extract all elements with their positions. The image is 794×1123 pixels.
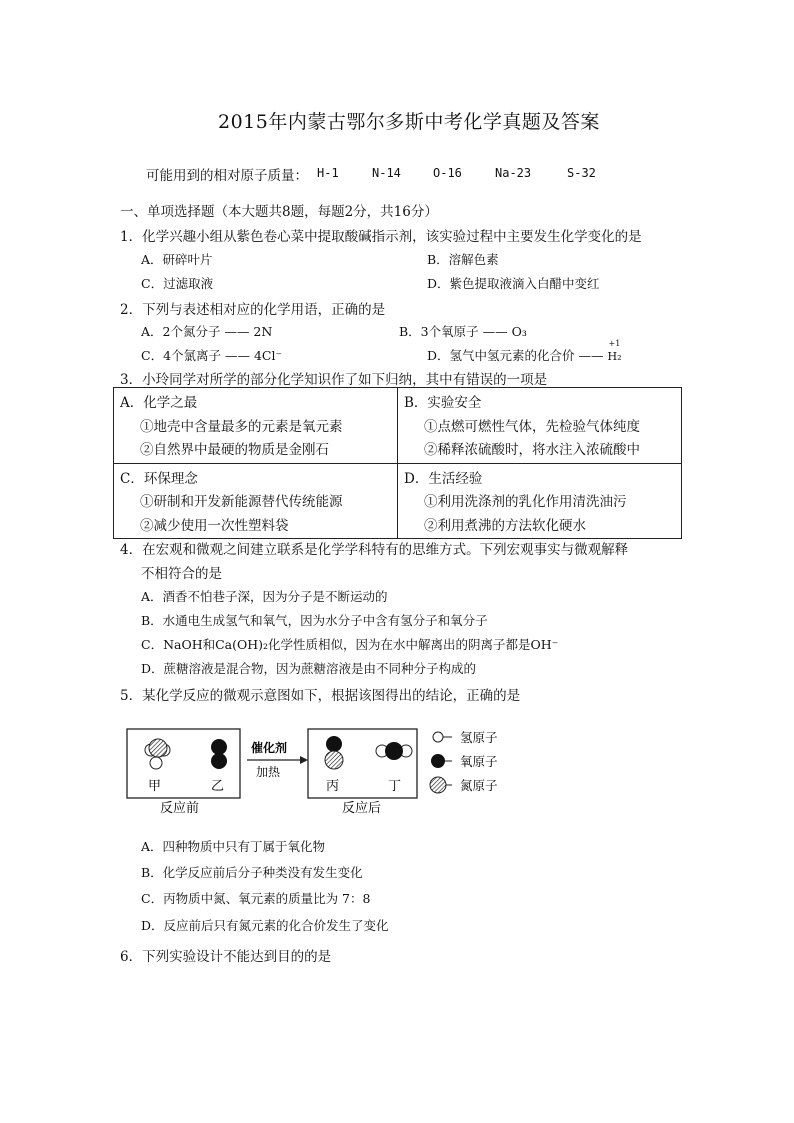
q5-option-c: C．丙物质中氮、氧元素的质量比为 7：8 (141, 891, 371, 906)
atomic-mass-label: 可能用到的相对原子质量： (146, 168, 308, 184)
q4-stem-line2: 不相符合的是 (141, 566, 222, 582)
q4-option-d: D．蔗糖溶液是混合物，因为蔗糖溶液是由不同种分子构成的 (141, 661, 477, 676)
q3-cell-b-head: B．实验安全 (404, 395, 482, 411)
q3-cell-a-line1: ①地壳中含量最多的元素是氧元素 (140, 418, 343, 435)
legend-n-label: 氮原子 (460, 778, 498, 793)
jia-n-atom (149, 739, 167, 757)
atomic-mass-o: O-16 (433, 166, 462, 180)
q4-stem-line1: 4．在宏观和微观之间建立联系是化学学科特有的思维方式。下列宏观事实与微观解释 (120, 542, 629, 558)
legend-o-label: 氧原子 (460, 754, 498, 769)
legend-h-label: 氢原子 (460, 730, 498, 745)
atomic-mass-h: H-1 (317, 166, 339, 180)
bing-o-atom (326, 736, 342, 752)
q3-cell-b (398, 388, 682, 464)
label-ding: 丁 (388, 779, 402, 794)
atomic-mass-na: Na-23 (495, 166, 532, 180)
q3-cell-a-line2: ②自然界中最硬的物质是金刚石 (140, 442, 329, 458)
label-yi: 乙 (211, 779, 225, 794)
q2-option-d-text: D．氢气中氢元素的化合价 —— (427, 348, 608, 363)
q3-cell-d-line1: ①利用洗涤剂的乳化作用清洗油污 (424, 494, 627, 510)
label-after: 反应后 (342, 801, 382, 816)
q5-stem: 5．某化学反应的微观示意图如下，根据该图得出的结论，正确的是 (120, 688, 521, 704)
label-heat: 加热 (256, 765, 281, 779)
q3-cell-c (114, 463, 398, 539)
q3-cell-d-line2: ②利用煮沸的方法软化硬水 (424, 517, 586, 534)
q3-cell-a (114, 388, 398, 464)
label-jia: 甲 (148, 779, 162, 794)
reaction-diagram (120, 720, 520, 830)
label-before: 反应前 (160, 801, 200, 816)
atomic-mass-s: S-32 (567, 166, 596, 180)
bing-n-atom (325, 751, 343, 769)
q3-cell-b-line2: ②稀释浓硫酸时，将水注入浓硫酸中 (424, 442, 640, 458)
yi-o-atom-1 (211, 739, 227, 755)
q3-stem: 3．小玲同学对所学的部分化学知识作了如下归纳，其中有错误的一项是 (120, 372, 548, 388)
q2-option-a: A．2个氮分子 —— 2N (141, 324, 273, 339)
q2-option-b: B．3个氧原子 —— O₃ (399, 324, 527, 339)
q1-option-b: B．溶解色素 (427, 252, 499, 267)
q2-option-c: C．4个氯离子 —— 4Cl⁻ (141, 348, 283, 363)
q3-cell-c-line2: ②减少使用一次性塑料袋 (140, 517, 289, 534)
q2-option-d-charge: +1 (608, 339, 621, 348)
q6-stem: 6．下列实验设计不能达到目的的是 (120, 949, 332, 965)
q1-stem: 1．化学兴趣小组从紫色卷心菜中提取酸碱指示剂，该实验过程中主要发生化学变化的是 (120, 229, 642, 245)
q2-stem: 2．下列与表述相对应的化学用语，正确的是 (120, 302, 386, 318)
q5-option-d: D．反应前后只有氮元素的化合价发生了变化 (141, 918, 389, 933)
legend-o-symbol (431, 754, 445, 768)
atomic-mass-n: N-14 (372, 166, 401, 180)
q3-table (113, 387, 682, 539)
q2-option-d-formula: H₂ (607, 350, 622, 363)
q3-cell-b-line1: ①点燃可燃性气体，先检验气体纯度 (424, 418, 640, 435)
label-bing: 丙 (326, 779, 340, 794)
q5-option-a: A．四种物质中只有丁属于氧化物 (141, 839, 326, 854)
ding-o-atom (385, 742, 403, 760)
reaction-arrow-head (300, 756, 308, 764)
jia-h-atom-3 (150, 757, 162, 769)
label-catalyst: 催化剂 (251, 741, 288, 755)
q3-cell-d (398, 463, 682, 539)
legend-n-symbol (430, 777, 446, 793)
q1-option-c: C．过滤取液 (141, 276, 214, 291)
section-header: 一、单项选择题（本大题共8题，每题2分，共16分） (120, 204, 438, 220)
q3-cell-c-line1: ①研制和开发新能源替代传统能源 (140, 494, 343, 510)
legend-h-symbol (433, 732, 443, 742)
q4-option-c: C．NaOH和Ca(OH)₂化学性质相似，因为在水中解离出的阴离子都是OH⁻ (141, 637, 559, 652)
q3-cell-d-head: D．生活经验 (404, 470, 483, 487)
q1-option-d: D．紫色提取液滴入白醋中变红 (427, 276, 600, 291)
q3-cell-c-head: C．环保理念 (120, 470, 198, 487)
q4-option-b: B．水通电生成氢气和氧气，因为水分子中含有氢分子和氧分子 (141, 613, 488, 628)
q2-option-d (427, 339, 622, 364)
yi-o-atom-2 (211, 753, 227, 769)
q1-option-a: A．研碎叶片 (141, 252, 213, 267)
q5-option-b: B．化学反应前后分子种类没有发生变化 (141, 865, 363, 880)
q2-option-d-formula-wrap (607, 339, 622, 363)
q3-cell-a-head: A．化学之最 (120, 395, 198, 411)
page-title: 2015年内蒙古鄂尔多斯中考化学真题及答案 (218, 111, 600, 133)
q4-option-a: A．酒香不怕巷子深，因为分子是不断运动的 (141, 589, 388, 604)
